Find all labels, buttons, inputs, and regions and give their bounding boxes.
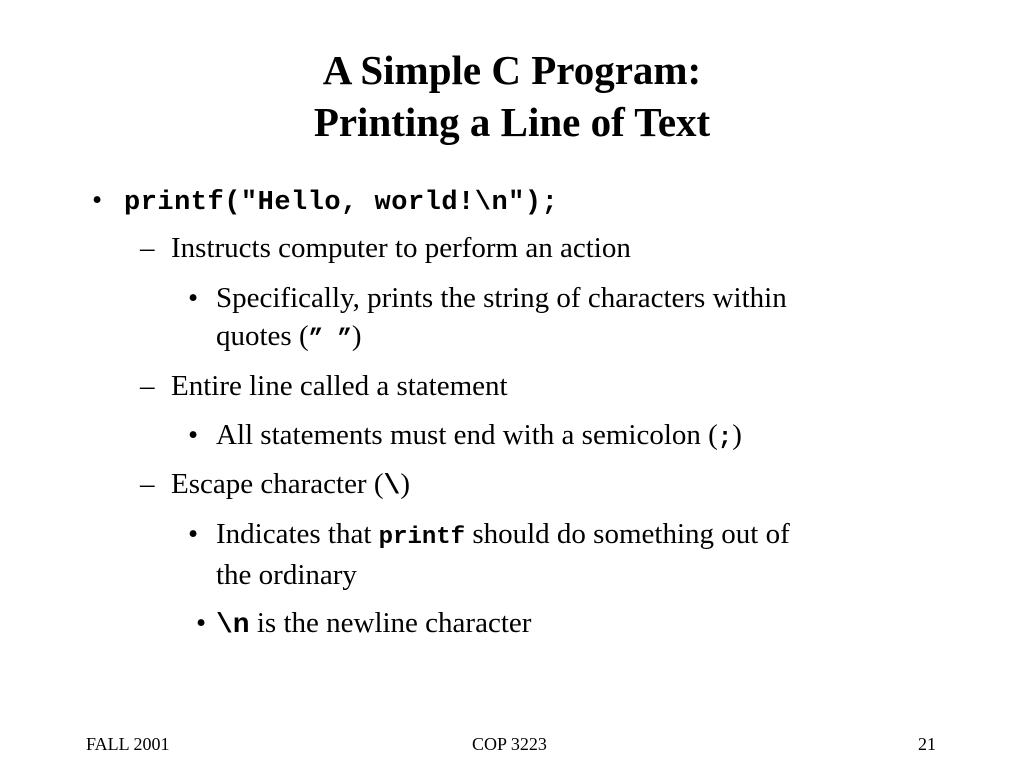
slide-title-line-2: Printing a Line of Text <box>313 99 711 145</box>
bullet-marker: • <box>188 518 199 550</box>
indicates-text: Indicates that <box>216 518 379 550</box>
escape-code: \ <box>383 471 401 502</box>
sub-bullet-instructs: Instructs computer to perform an action <box>171 232 631 264</box>
bullet-marker: • <box>196 607 207 639</box>
escape-close: ) <box>400 468 410 500</box>
slide-title-line-1: A Simple C Program: <box>322 47 702 93</box>
escape-text: Escape character ( <box>171 468 384 500</box>
page-number: 21 <box>918 734 936 754</box>
footer-center: COP 3223 <box>472 734 547 754</box>
dash-marker: – <box>140 468 155 500</box>
sub-bullet-statement: Entire line called a statement <box>171 370 508 402</box>
sub-sub-bullet-indicates <box>216 515 790 557</box>
sub-sub-bullet-specifically: Specifically, prints the string of characters within <box>216 282 787 314</box>
newline-text: is the newline character <box>249 607 532 639</box>
sub-sub-bullet-newline <box>216 604 531 645</box>
indicates-rest: should do something out of <box>465 518 790 550</box>
slide-title <box>0 44 1024 148</box>
dash-marker: – <box>140 232 155 264</box>
quotes-close: ) <box>351 320 362 352</box>
semicolon-code: ; <box>717 425 733 452</box>
quotes-text: quotes ( <box>216 320 309 352</box>
footer-left: FALL 2001 <box>86 734 170 754</box>
bullet-marker: • <box>92 184 103 216</box>
semicolon-text: All statements must end with a semicolon ( <box>216 419 718 451</box>
newline-code: \n <box>216 610 250 641</box>
bullet-marker: • <box>188 282 199 314</box>
quotes-code: ” ” <box>308 326 352 353</box>
printf-statement-code: printf("Hello, world!\n"); <box>124 188 559 218</box>
sub-sub-bullet-semicolon <box>216 416 742 458</box>
sub-sub-bullet-quotes <box>216 317 362 359</box>
printf-code: printf <box>378 524 466 551</box>
dash-marker: – <box>140 370 155 402</box>
sub-bullet-escape <box>171 465 410 506</box>
code-bullet <box>124 181 558 222</box>
semicolon-close: ) <box>732 419 742 451</box>
sub-sub-bullet-ordinary: the ordinary <box>216 559 357 591</box>
bullet-marker: • <box>188 419 199 451</box>
